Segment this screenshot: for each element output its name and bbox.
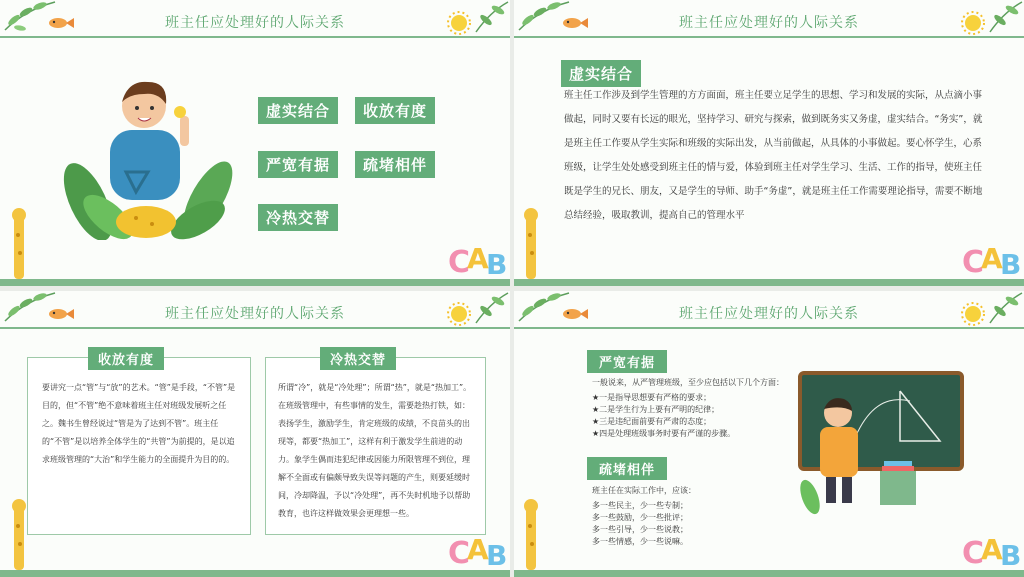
title-underline	[0, 327, 510, 329]
intro-text-2: 班主任在实际工作中，应该：	[592, 486, 696, 495]
title-underline	[0, 36, 510, 38]
bottom-bar	[0, 570, 510, 577]
sun-icon	[960, 301, 986, 327]
list-item: 多一些引导，少一些说教；	[592, 525, 688, 534]
list-item: 多一些鼓励，少一些批评；	[592, 513, 688, 522]
title-underline	[514, 327, 1024, 329]
giraffe-icon	[6, 496, 32, 572]
giraffe-icon	[518, 205, 544, 281]
leaf-decoration-icon	[470, 291, 510, 325]
slide-2[interactable]	[514, 0, 1024, 286]
intro-text: 一般说来，从严管理班级，至少应包括以下几个方面：	[592, 378, 784, 387]
guide-list	[592, 500, 792, 548]
cab-letters-icon	[962, 236, 1022, 278]
card-left-heading: 收放有度	[88, 347, 164, 370]
section-heading: 虚实结合	[561, 60, 641, 87]
leaf-decoration-icon	[984, 291, 1024, 325]
list-item: ★四是处理班级事务时要有严谨的步骤。	[592, 429, 736, 438]
card-right-text: 所谓“冷”，就是“冷处理”；所谓“热”，就是“热加工”。在班级管理中，有些事情的发生，需要趁热打铁，如：表扬学生，激励学生，肯定班级的成绩，不良苗头的出现等，都要“热加工”，这样有利于激发学生前进的动力。象学生偶而违犯纪律或因能力所限管理不到位，理解不全面或有偏颇导致失误等问题的产生，则要延缓时间，冷却降温，予以“冷处理”，再不失时机地予以帮助教育，也许这样做效果会更理想一些。	[278, 383, 472, 518]
card-left-text: 要讲究一点“管”与“放”的艺术。“管”是手段，“不管”是目的，但“不管”绝不意味着班主任对班级发展听之任之。魏书生曾经说过“管是为了达到不管”。班主任的“不管”是以培养全体学生的“共管”为前提的，是以追求班级管理的“大治”和学生能力的全面提升为目的的。	[42, 383, 236, 464]
slide-title: 班主任应处理好的人际关系	[165, 306, 345, 322]
sun-icon	[446, 301, 472, 327]
slide-1[interactable]	[0, 0, 510, 286]
strict-list	[592, 392, 812, 440]
list-item: ★二是学生行为上要有严明的纪律；	[592, 405, 720, 414]
tag-冷热交替[interactable]: 冷热交替	[258, 204, 338, 231]
svg-text:C: C	[448, 536, 471, 569]
cab-letters-icon	[962, 527, 1022, 569]
list-item: 多一些民主，少一些专制；	[592, 501, 688, 510]
slide-title: 班主任应处理好的人际关系	[679, 306, 859, 322]
heading-严宽有据: 严宽有据	[587, 350, 667, 373]
leaf-decoration-icon	[984, 0, 1024, 34]
tag-虚实结合[interactable]: 虚实结合	[258, 97, 338, 124]
bottom-bar	[514, 570, 1024, 577]
card-right-heading: 冷热交替	[320, 347, 396, 370]
svg-text:A: A	[467, 533, 489, 566]
svg-text:A: A	[981, 533, 1003, 566]
teacher-illustration	[48, 72, 238, 240]
section-paragraph: 班主任工作涉及到学生管理的方方面面，班主任要立足学生的思想、学习和发展的实际，从点滴小事做起，同时又要有长远的眼光，坚持学习、研究与探索，做到既务实又务虚，虚实结合。“务实”，就是班主任工作要从学生实际和班级的实际出发，从当前做起，从具体的小事做起。要心怀学生，心系班级，让学生处处感受到班主任的情与爱，体验到班主任对学生学习、生活、工作的指导，使班主任既是学生的兄长、朋友，又是学生的导师、助手“务虚”，就是班主任工作需要理论指导，需要不断地总结经验，吸取教训，提高自己的管理水平	[564, 90, 983, 221]
svg-text:B: B	[1000, 539, 1022, 569]
svg-text:C: C	[448, 245, 471, 278]
svg-text:B: B	[486, 248, 508, 278]
giraffe-icon	[6, 205, 32, 281]
slide-title: 班主任应处理好的人际关系	[165, 15, 345, 31]
tag-疏堵相伴[interactable]: 疏堵相伴	[355, 151, 435, 178]
list-item: ★三是违纪面前要有严肃的态度；	[592, 417, 712, 426]
sun-icon	[960, 10, 986, 36]
sun-icon	[446, 10, 472, 36]
title-underline	[514, 36, 1024, 38]
slide-4[interactable]	[514, 291, 1024, 577]
list-item: 多一些情感，少一些说嘛。	[592, 537, 688, 546]
cab-letters-icon	[448, 236, 508, 278]
cab-letters-icon	[448, 527, 508, 569]
tag-严宽有据[interactable]: 严宽有据	[258, 151, 338, 178]
leaf-decoration-icon	[470, 0, 510, 34]
slide-3[interactable]	[0, 291, 510, 577]
svg-text:B: B	[1000, 248, 1022, 278]
svg-text:B: B	[486, 539, 508, 569]
svg-text:C: C	[962, 536, 985, 569]
list-item: ★一是指导思想要有严格的要求；	[592, 393, 712, 402]
bottom-bar	[514, 279, 1024, 286]
blackboard-teacher-illustration	[790, 371, 970, 561]
giraffe-icon	[518, 496, 544, 572]
svg-text:C: C	[962, 245, 985, 278]
slide-title: 班主任应处理好的人际关系	[679, 15, 859, 31]
svg-text:A: A	[981, 242, 1003, 275]
svg-text:A: A	[467, 242, 489, 275]
bottom-bar	[0, 279, 510, 286]
heading-疏堵相伴: 疏堵相伴	[587, 457, 667, 480]
tag-收放有度[interactable]: 收放有度	[355, 97, 435, 124]
